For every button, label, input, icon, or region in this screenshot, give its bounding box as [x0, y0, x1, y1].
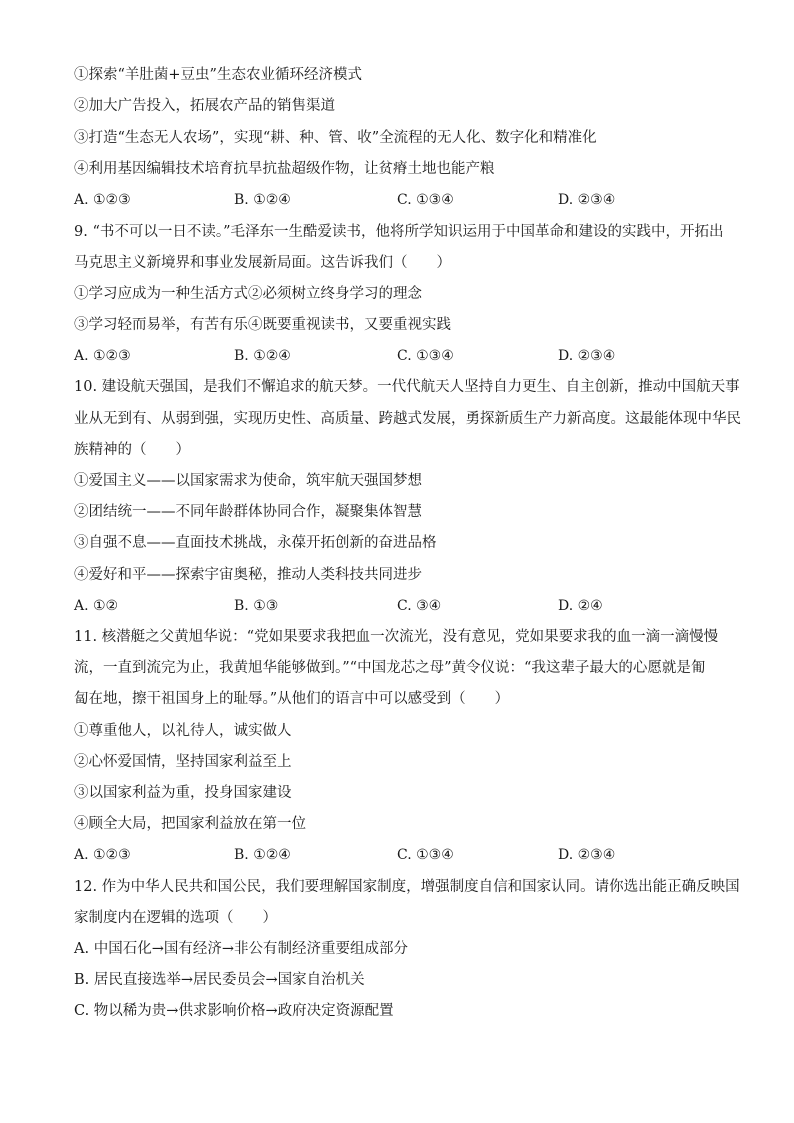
q9-item-2: ③学习轻而易举，有苦有乐④既要重视读书，又要重视实践 — [74, 317, 451, 333]
q11-stem-line-3: 匐在地，擦干祖国身上的耻辱。”从他们的语言中可以感受到（ ） — [74, 691, 510, 707]
q9-choice-d[interactable]: D. ②③④ — [558, 348, 616, 364]
q9-stem-line-1: 9. “书不可以一日不读。”毛泽东一生酷爱读书，他将所学知识运用于中国革命和建设的实践中，开拓出 — [74, 224, 724, 240]
q8-item-1: ①探索“羊肚菌+豆虫”生态农业循环经济模式 — [74, 67, 362, 83]
q12-stem-line-1: 12. 作为中华人民共和国公民，我们要理解国家制度，增强制度自信和国家认同。请你选出能正确反映国 — [74, 879, 740, 895]
q12-stem-line-2: 家制度内在逻辑的选项（ ） — [74, 910, 277, 926]
q10-item-2: ②团结统一——不同年龄群体协同合作，凝聚集体智慧 — [74, 504, 422, 520]
q12-option-c[interactable]: C. 物以稀为贵→供求影响价格→政府决定资源配置 — [74, 1003, 394, 1019]
q12-option-b[interactable]: B. 居民直接选举→居民委员会→国家自治机关 — [74, 972, 365, 988]
q10-stem-line-1: 10. 建设航天强国，是我们不懈追求的航天梦。一代代航天人坚持自力更生、自主创新，推动中国航天事 — [74, 379, 740, 395]
q8-choice-b[interactable]: B. ①②④ — [234, 192, 291, 208]
q9-choices — [74, 346, 734, 366]
q12-option-a[interactable]: A. 中国石化→国有经济→非公有制经济重要组成部分 — [74, 941, 408, 957]
q11-choice-d[interactable]: D. ②③④ — [558, 847, 616, 863]
q10-choice-d[interactable]: D. ②④ — [558, 598, 603, 614]
q11-item-3: ③以国家利益为重，投身国家建设 — [74, 785, 292, 801]
q10-stem-line-3: 族精神的（ ） — [74, 442, 190, 458]
q11-item-4: ④顾全大局，把国家利益放在第一位 — [74, 816, 306, 832]
q10-choices — [74, 596, 734, 616]
q9-choice-c[interactable]: C. ①③④ — [397, 348, 454, 364]
q8-item-2: ②加大广告投入，拓展农产品的销售渠道 — [74, 98, 335, 114]
q8-item-3: ③打造“生态无人农场”，实现“耕、种、管、收”全流程的无人化、数字化和精准化 — [74, 130, 597, 146]
q9-choice-a[interactable]: A. ①②③ — [74, 348, 131, 364]
q10-item-4: ④爱好和平——探索宇宙奥秘，推动人类科技共同进步 — [74, 567, 422, 583]
q11-choice-c[interactable]: C. ①③④ — [397, 847, 454, 863]
q11-item-2: ②心怀爱国情，坚持国家利益至上 — [74, 754, 292, 770]
q11-stem-line-2: 流，一直到流完为止，我黄旭华能够做到。”“中国龙芯之母”黄令仪说：“我这辈子最大的心愿就是匍 — [74, 660, 706, 676]
q10-choice-a[interactable]: A. ①② — [74, 598, 119, 614]
q8-choices — [74, 190, 734, 210]
q11-choice-b[interactable]: B. ①②④ — [234, 847, 291, 863]
q10-stem-line-2: 业从无到有、从弱到强，实现历史性、高质量、跨越式发展，勇探新质生产力新高度。这最能体现中华民 — [74, 411, 741, 427]
q8-choice-c[interactable]: C. ①③④ — [397, 192, 454, 208]
q11-stem-line-1: 11. 核潜艇之父黄旭华说：“党如果要求我把血一次流光，没有意见，党如果要求我的血一滴一滴慢慢 — [74, 629, 719, 645]
q11-choices — [74, 845, 734, 865]
q9-stem-line-2: 马克思主义新境界和事业发展新局面。这告诉我们（ ） — [74, 255, 451, 271]
q11-choice-a[interactable]: A. ①②③ — [74, 847, 131, 863]
q9-item-1: ①学习应成为一种生活方式②必须树立终身学习的理念 — [74, 286, 422, 302]
q11-item-1: ①尊重他人，以礼待人，诚实做人 — [74, 723, 292, 739]
q8-item-4: ④利用基因编辑技术培育抗旱抗盐超级作物，让贫瘠土地也能产粮 — [74, 161, 495, 177]
q10-item-1: ①爱国主义——以国家需求为使命，筑牢航天强国梦想 — [74, 473, 422, 489]
q10-choice-c[interactable]: C. ③④ — [397, 598, 442, 614]
q10-item-3: ③自强不息——直面技术挑战，永葆开拓创新的奋进品格 — [74, 535, 437, 551]
q8-choice-d[interactable]: D. ②③④ — [558, 192, 616, 208]
q8-choice-a[interactable]: A. ①②③ — [74, 192, 131, 208]
q10-choice-b[interactable]: B. ①③ — [234, 598, 279, 614]
q9-choice-b[interactable]: B. ①②④ — [234, 348, 291, 364]
